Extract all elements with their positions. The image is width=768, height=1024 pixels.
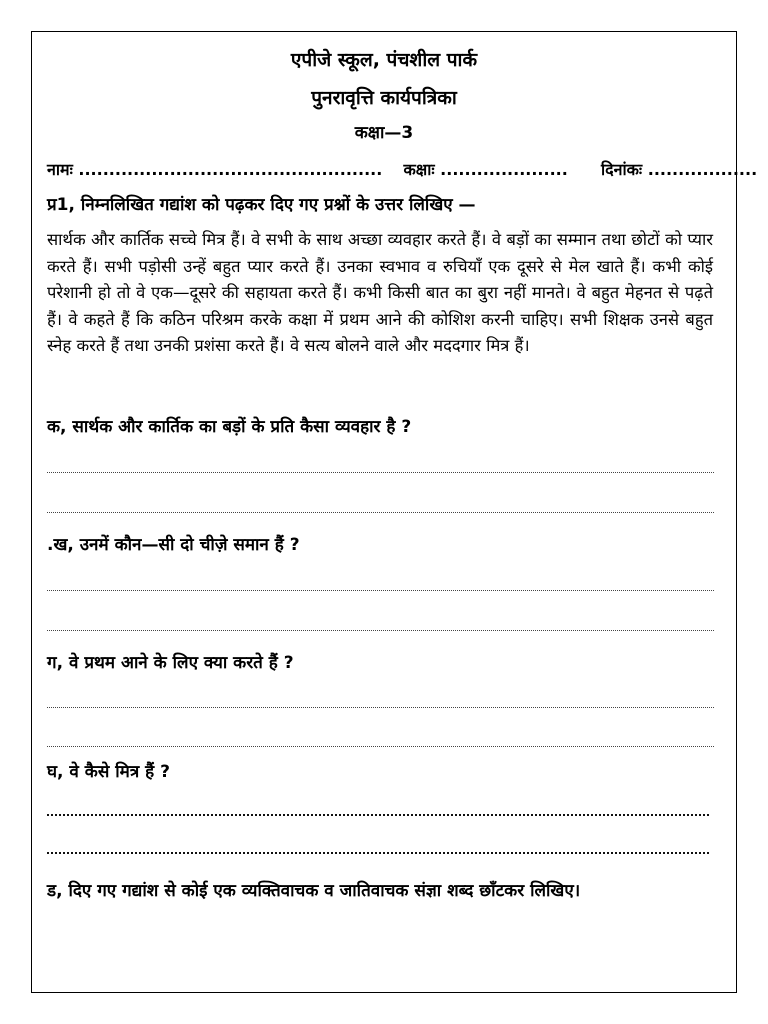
- answer-line[interactable]: [47, 852, 709, 854]
- reading-passage: सार्थक और कार्तिक सच्चे मित्र हैं। वे सभी के साथ अच्छा व्यवहार करते हैं। वे बड़ों का सम्मान तथा छोटों को प्यार करते हैं। सभी पड़ोसी उन्हें बहुत प्यार करते हैं। उनका स्वभाव व रुचियाँ एक दूसरे से मेल खाते हैं। कभी कोई परेशानी हो तो वे एक—दूसरे की सहायता करते हैं। कभी किसी बात का बुरा नहीं मानते। वे बहुत मेहनत से पढ़ते हैं। वे कहते हैं कि कठिन परिश्रम करके कक्षा में प्रथम आने की कोशिश करनी चाहिए। सभी शिक्षक उनसे बहुत स्नेह करते हैं तथा उनकी प्रशंसा करते हैं। वे सत्य बोलने वाले और मददगार मित्र हैं।: [47, 230, 713, 355]
- question-kha: .ख, उनमें कौन—सी दो चीज़े समान हैं ?: [47, 535, 300, 555]
- worksheet-page: [31, 31, 758, 993]
- answer-line[interactable]: [47, 707, 714, 708]
- answer-line[interactable]: [47, 472, 714, 473]
- school-name: एपीजे स्कूल, पंचशील पार्क: [290, 49, 478, 71]
- answer-line[interactable]: [47, 746, 714, 747]
- question-1-heading: प्र1, निम्नलिखित गद्यांश को पढ़कर दिए गए प्रश्नों के उत्तर लिखिए —: [47, 195, 476, 215]
- class-field[interactable]: कक्षाः .....................: [403, 160, 568, 179]
- answer-line[interactable]: [47, 814, 709, 816]
- name-field[interactable]: नामः ..................................................: [47, 160, 383, 179]
- date-field[interactable]: दिनांकः ..................: [600, 160, 758, 179]
- answer-line[interactable]: [47, 590, 714, 591]
- worksheet-title: पुनरावृत्ति कार्यपत्रिका: [311, 87, 457, 109]
- student-info-row: [47, 158, 757, 180]
- question-gha: घ, वे कैसे मित्र हैं ?: [47, 762, 170, 782]
- answer-line[interactable]: [47, 630, 714, 631]
- question-da: ड, दिए गए गद्यांश से कोई एक व्यक्तिवाचक व जातिवाचक संज्ञा शब्द छाँटकर लिखिए।: [47, 881, 581, 901]
- grade-label: कक्षा—3: [354, 123, 414, 143]
- question-ga: ग, वे प्रथम आने के लिए क्या करते हैं ?: [47, 653, 294, 673]
- answer-line[interactable]: [47, 512, 714, 513]
- question-ka: क, सार्थक और कार्तिक का बड़ों के प्रति कैसा व्यवहार है ?: [47, 417, 412, 437]
